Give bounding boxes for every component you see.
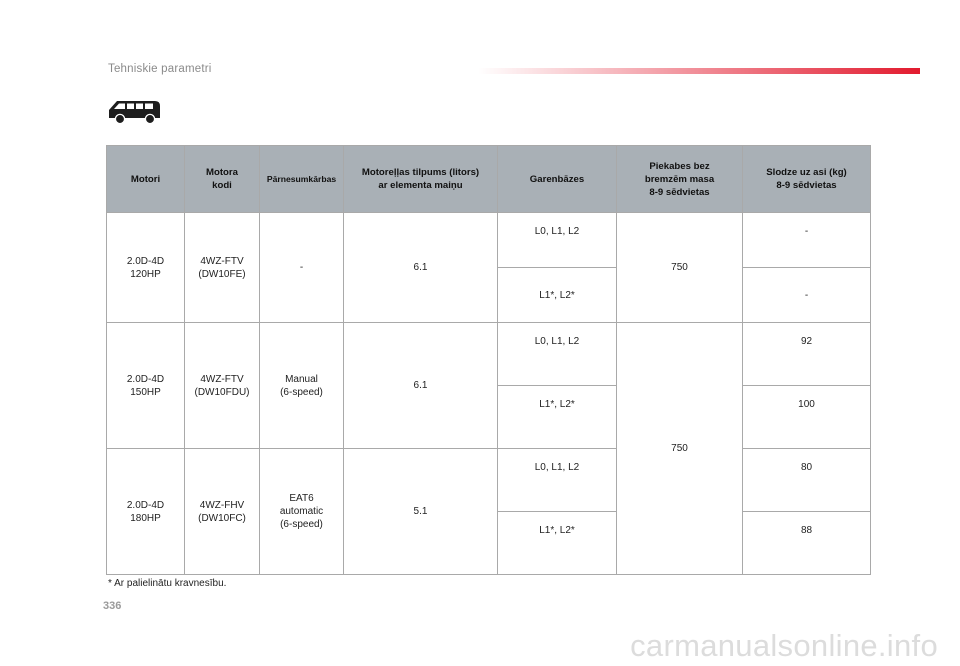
watermark: carmanualsonline.info bbox=[630, 628, 938, 663]
trailer-mass-cell: 750 bbox=[617, 213, 743, 323]
trailer-mass-cell: 750 bbox=[617, 323, 743, 575]
wheelbase-cell: L0, L1, L2 bbox=[498, 323, 617, 386]
technical-specs-table bbox=[106, 145, 871, 575]
wheelbase-cell: L0, L1, L2 bbox=[498, 213, 617, 268]
section-title: Tehniskie parametri bbox=[108, 63, 212, 75]
engine-cell: 2.0D-4D 180HP bbox=[107, 449, 185, 575]
table-row bbox=[107, 213, 871, 268]
engine-cell: 2.0D-4D 120HP bbox=[107, 213, 185, 323]
wheelbase-cell: L1*, L2* bbox=[498, 386, 617, 449]
header-wheelbase: Garenbāzes bbox=[498, 146, 617, 213]
oil-capacity-cell: 6.1 bbox=[344, 213, 498, 323]
table-row bbox=[107, 449, 871, 512]
table-header-row bbox=[107, 146, 871, 213]
header-engine-code: Motora kodi bbox=[185, 146, 260, 213]
wheelbase-cell: L1*, L2* bbox=[498, 512, 617, 575]
gearbox-cell: - bbox=[260, 213, 344, 323]
engine-code-cell: 4WZ-FHV (DW10FC) bbox=[185, 449, 260, 575]
page-number: 336 bbox=[103, 600, 122, 612]
engine-cell: 2.0D-4D 150HP bbox=[107, 323, 185, 449]
header-engines: Motori bbox=[107, 146, 185, 213]
header-axle-load: Slodze uz asi (kg) 8-9 sēdvietas bbox=[743, 146, 871, 213]
engine-code-cell: 4WZ-FTV (DW10FDU) bbox=[185, 323, 260, 449]
van-icon bbox=[105, 96, 163, 126]
table-row bbox=[107, 323, 871, 386]
header-oil-capacity: Motoreļļas tilpums (litors) ar elementa maiņu bbox=[344, 146, 498, 213]
axle-load-cell: - bbox=[743, 213, 871, 268]
wheelbase-cell: L0, L1, L2 bbox=[498, 449, 617, 512]
oil-capacity-cell: 6.1 bbox=[344, 323, 498, 449]
wheelbase-cell: L1*, L2* bbox=[498, 268, 617, 323]
gearbox-cell: EAT6 automatic (6-speed) bbox=[260, 449, 344, 575]
axle-load-cell: 88 bbox=[743, 512, 871, 575]
header-accent-bar bbox=[478, 68, 920, 74]
axle-load-cell: 100 bbox=[743, 386, 871, 449]
axle-load-cell: - bbox=[743, 268, 871, 323]
header-trailer-mass: Piekabes bez bremzēm masa 8-9 sēdvietas bbox=[617, 146, 743, 213]
axle-load-cell: 80 bbox=[743, 449, 871, 512]
axle-load-cell: 92 bbox=[743, 323, 871, 386]
gearbox-cell: Manual (6-speed) bbox=[260, 323, 344, 449]
oil-capacity-cell: 5.1 bbox=[344, 449, 498, 575]
engine-code-cell: 4WZ-FTV (DW10FE) bbox=[185, 213, 260, 323]
header-gearbox: Pārnesumkārbas bbox=[260, 146, 344, 213]
footnote: * Ar palielinātu kravnesību. bbox=[108, 578, 227, 589]
